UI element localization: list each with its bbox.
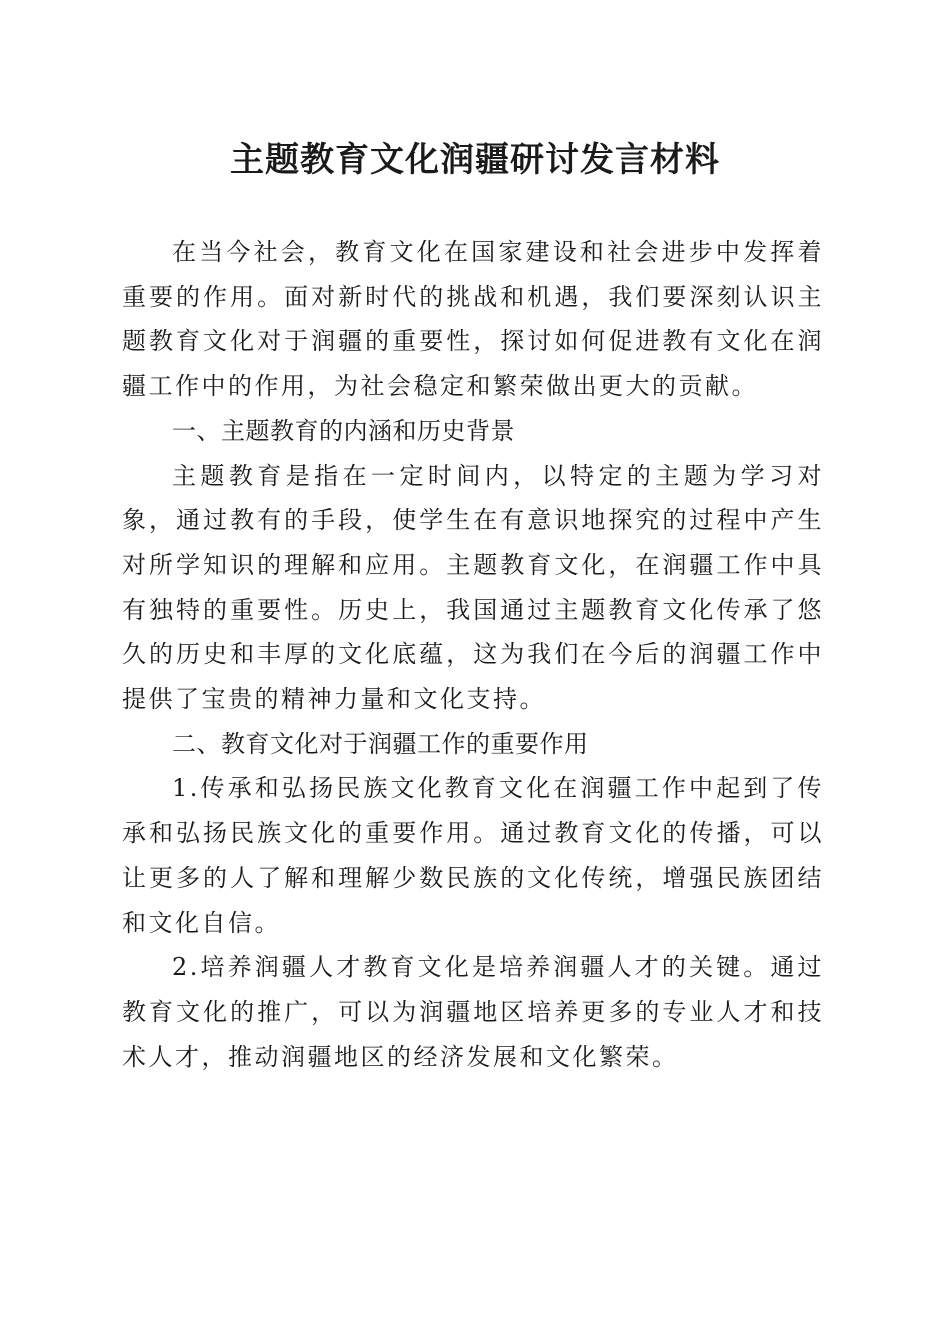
section-2-item-1-paragraph: 1.传承和弘扬民族文化教育文化在润疆工作中起到了传承和弘扬民族文化的重要作用。通过教育文化的传播，可以让更多的人了解和理解少数民族的文化传统，增强民族团结和文化自信。 [122,774,824,937]
intro-paragraph: 在当今社会，教育文化在国家建设和社会进步中发挥着重要的作用。面对新时代的挑战和机遇，我们要深刻认识主题教育文化对于润疆的重要性，探讨如何促进教有文化在润疆工作中的作用，为社会稳定和繁荣做出更大的贡献。 [122,238,824,401]
section-heading-2: 二、教育文化对于润疆工作的重要作用 [172,729,589,758]
section-2-item-2-paragraph: 2.培养润疆人才教育文化是培养润疆人才的关键。通过教育文化的推广，可以为润疆地区培养更多的专业人才和技术人才，推动润疆地区的经济发展和文化繁荣。 [122,953,824,1071]
document-body [122,230,824,1079]
document-title: 主题教育文化润疆研讨发言材料 [230,140,720,180]
section-1-paragraph: 主题教育是指在一定时间内，以特定的主题为学习对象，通过教有的手段，使学生在有意识地探究的过程中产生对所学知识的理解和应用。主题教育文化，在润疆工作中具有独特的重要性。历史上，我国通过主题教育文化传承了悠久的历史和丰厚的文化底蕴，这为我们在今后的润疆工作中提供了宝贵的精神力量和文化支持。 [122,461,824,714]
section-heading-1: 一、主题教育的内涵和历史背景 [172,416,515,445]
